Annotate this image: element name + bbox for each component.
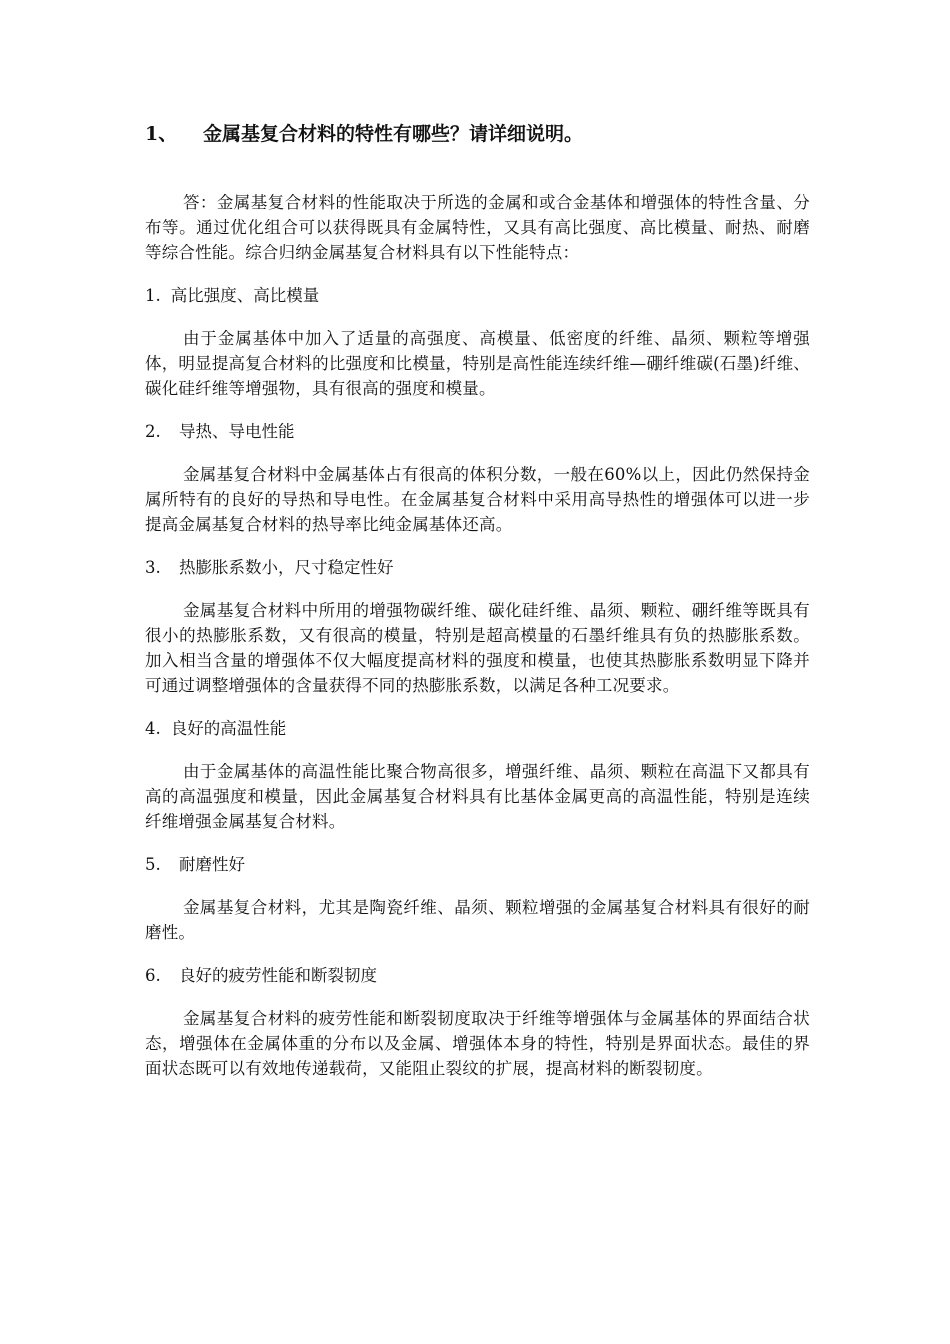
- section-number: 3.: [145, 558, 161, 577]
- section-body-5: 金属基复合材料，尤其是陶瓷纤维、晶须、颗粒增强的金属基复合材料具有很好的耐磨性。: [145, 898, 810, 942]
- section-heading-text: 良好的高温性能: [170, 719, 287, 738]
- document-page: [145, 120, 810, 1099]
- section-heading-text: 热膨胀系数小，尺寸稳定性好: [179, 558, 394, 577]
- question-text: 金属基复合材料的特性有哪些？请详细说明。: [203, 123, 584, 145]
- section-body-6: 金属基复合材料的疲劳性能和断裂韧度取决于纤维等增强体与金属基体的界面结合状态，增强体在金属体重的分布以及金属、增强体本身的特性，特别是界面状态。最佳的界面状态既可以有效地传递载荷，又能阻止裂纹的扩展，提高材料的断裂韧度。: [145, 1009, 810, 1078]
- section-body-3: 金属基复合材料中所用的增强物碳纤维、碳化硅纤维、晶须、颗粒、硼纤维等既具有很小的热膨胀系数，又有很高的模量，特别是超高模量的石墨纤维具有负的热膨胀系数。加入相当含量的增强体不仅大幅度提高材料的强度和模量，也使其热膨胀系数明显下降并可通过调整增强体的含量获得不同的热膨胀系数，以满足各种工况要求。: [145, 601, 810, 695]
- section-number: 6.: [145, 966, 161, 985]
- section-heading-text: 导热、导电性能: [179, 422, 295, 441]
- section-heading-text: 高比强度、高比模量: [170, 286, 320, 305]
- section-body-1: 由于金属基体中加入了适量的高强度、高模量、低密度的纤维、晶须、颗粒等增强体，明显提高复合材料的比强度和比模量，特别是高性能连续纤维—硼纤维碳(石墨)纤维、碳化硅纤维等增强物，具有很高的强度和模量。: [145, 329, 810, 398]
- section-heading-text: 良好的疲劳性能和断裂韧度: [179, 966, 377, 985]
- section-heading-text: 耐磨性好: [179, 855, 245, 874]
- section-number: 1.: [145, 286, 161, 305]
- section-body-4: 由于金属基体的高温性能比聚合物高很多，增强纤维、晶须、颗粒在高温下又都具有高的高温强度和模量，因此金属基复合材料具有比基体金属更高的高温性能，特别是连续纤维增强金属基复合材料。: [145, 762, 810, 831]
- section-heading-2: [145, 419, 810, 444]
- question-number: 1、: [145, 123, 178, 145]
- section-number: 2.: [145, 422, 161, 441]
- section-number: 4.: [145, 719, 161, 738]
- question-title: [145, 120, 810, 148]
- section-heading-3: [145, 555, 810, 580]
- section-heading-4: [145, 716, 810, 741]
- section-number: 5.: [145, 855, 161, 874]
- section-body-2: 金属基复合材料中金属基体占有很高的体积分数，一般在60%以上，因此仍然保持金属所特有的良好的导热和导电性。在金属基复合材料中采用高导热性的增强体可以进一步提高金属基复合材料的热导率比纯金属基体还高。: [145, 465, 810, 534]
- section-heading-6: [145, 963, 810, 988]
- section-heading-1: [145, 283, 810, 308]
- intro-paragraph: 答：金属基复合材料的性能取决于所选的金属和或合金基体和增强体的特性含量、分布等。通过优化组合可以获得既具有金属特性，又具有高比强度、高比模量、耐热、耐磨等综合性能。综合归纳金属基复合材料具有以下性能特点：: [145, 193, 810, 262]
- section-heading-5: [145, 852, 810, 877]
